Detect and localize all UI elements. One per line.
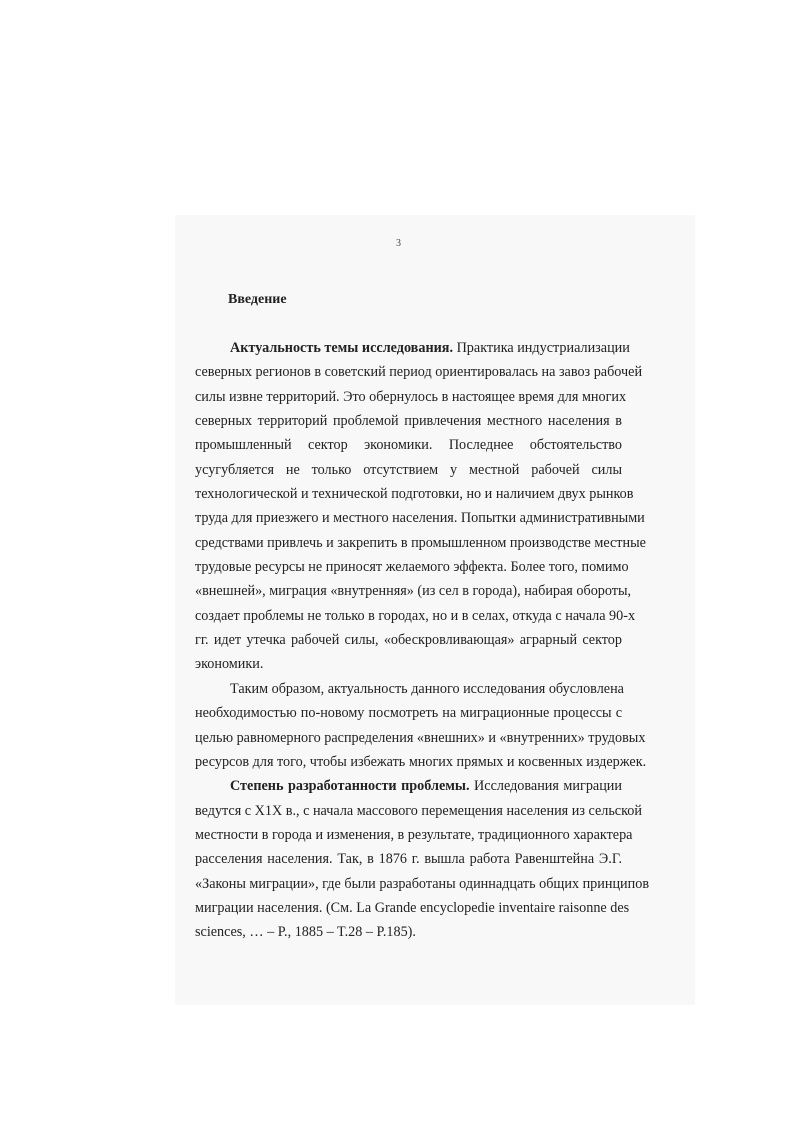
text-line xyxy=(195,336,630,360)
line-text: труда для приезжего и местного населения. Попытки административными xyxy=(195,510,645,527)
text-line xyxy=(195,360,643,384)
line-text: трудовые ресурсы не приносят желаемого эффекта. Более того, помимо xyxy=(195,559,629,576)
text-line xyxy=(195,579,632,603)
text-line xyxy=(195,847,622,871)
text-line xyxy=(195,628,622,652)
text-line xyxy=(195,531,646,555)
text-line xyxy=(195,896,630,920)
page-number: 3 xyxy=(396,238,401,249)
text-line xyxy=(195,555,629,579)
line-text: средствами привлечь и закрепить в промышленном производстве местные xyxy=(195,534,646,551)
section-heading: Введение xyxy=(228,292,287,307)
text-line xyxy=(195,920,622,944)
line-text: силы извне территорий. Это обернулось в настоящее время для многих xyxy=(195,388,627,405)
line-text: северных регионов в советский период ориентировалась на завоз рабочей xyxy=(195,364,643,381)
line-text: экономики. xyxy=(195,656,264,673)
line-text: гг. идет утечка рабочей силы, «обескровливающая» аграрный сектор xyxy=(195,632,622,649)
line-text: северных территорий проблемой привлечения местного населения в xyxy=(195,413,622,430)
line-text: ресурсов для того, чтобы избежать многих прямых и косвенных издержек. xyxy=(195,753,647,770)
text-line xyxy=(195,701,622,725)
line-text: «внешней», миграция «внутренняя» (из сел в города), набирая обороты, xyxy=(195,583,632,600)
text-line xyxy=(195,799,642,823)
line-text: «Законы миграции», где были разработаны одиннадцать общих принципов xyxy=(195,875,650,892)
text-line xyxy=(195,506,645,530)
text-line xyxy=(195,458,622,482)
body-text xyxy=(195,336,650,945)
line-text: промышленный сектор экономики. Последнее обстоятельство xyxy=(195,437,622,454)
text-line xyxy=(195,872,650,896)
text-line xyxy=(195,409,622,433)
text-line xyxy=(195,482,634,506)
text-line xyxy=(195,823,633,847)
line-text: sciences, … – P., 1885 – T.28 – P.185). xyxy=(195,924,416,941)
line-text: необходимостью по-новому посмотреть на миграционные процессы с xyxy=(195,705,622,722)
line-text: усугубляется не только отсутствием у местной рабочей силы xyxy=(195,461,622,478)
text-line xyxy=(195,750,647,774)
line-text: Практика индустриализации xyxy=(453,340,630,356)
line-text: ведутся с Х1Х в., с начала массового перемещения населения из сельской xyxy=(195,802,642,819)
text-line xyxy=(195,677,622,701)
text-line xyxy=(195,652,622,676)
bold-lead-phrase: Актуальность темы исследования. xyxy=(230,340,454,356)
text-line xyxy=(195,726,646,750)
text-line xyxy=(195,774,622,798)
bold-lead-phrase: Степень разработанности проблемы. xyxy=(230,778,470,795)
line-text: миграции населения. (См. La Grande encyclopedie inventaire raisonne des xyxy=(195,899,630,916)
line-text: расселения населения. Так, в 1876 г. вышла работа Равенштейна Э.Г. xyxy=(195,851,622,868)
line-text: технологической и технической подготовки, но и наличием двух рынков xyxy=(195,486,634,503)
line-text: целью равномерного распределения «внешних» и «внутренних» трудовых xyxy=(195,729,646,746)
text-line xyxy=(195,433,622,457)
line-text: Таким образом, актуальность данного исследования обусловлена xyxy=(230,680,624,697)
text-line xyxy=(195,604,636,628)
line-text: создает проблемы не только в городах, но и в селах, откуда с начала 90-х xyxy=(195,607,636,624)
line-text: Исследования миграции xyxy=(469,778,622,795)
line-text: местности в города и изменения, в результате, традиционного характера xyxy=(195,826,633,843)
text-line xyxy=(195,385,627,409)
